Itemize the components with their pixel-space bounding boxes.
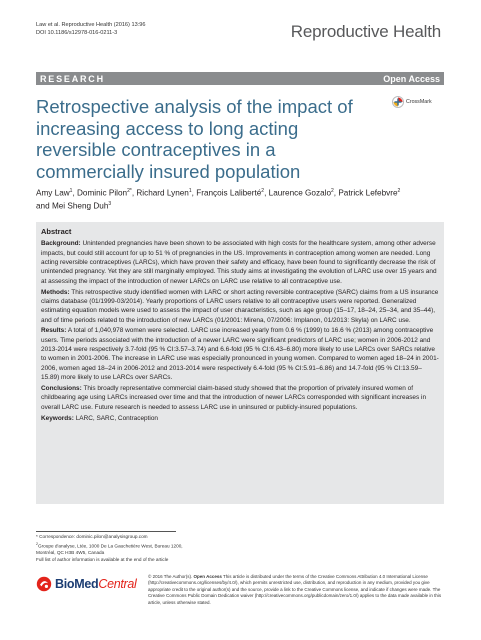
bmc-light: Central: [98, 577, 137, 591]
section-label: Background:: [41, 240, 81, 248]
correspondence-email[interactable]: * Correspondence: dominic.pilon@analysisgroup.com: [36, 534, 148, 539]
author-name: Dominic Pilon: [77, 188, 128, 198]
abstract-conclusions: [41, 384, 439, 412]
section-text: This broadly representative commercial claim-based study showed that the proportion of privately insured women of childbearing age using LARCs increased over time and that the introduction of newer LARCs corresponded with significant increases in overall LARC use. Future research is needed to assess LARC use in uninsured or publicly-insured populations.: [41, 385, 427, 411]
section-text: Unintended pregnancies have been shown to be associated with high costs for the healthcare system, among other adverse impacts, but could still account for up to 51 % of pregnancies in the US. Improvements in contraception among women are needed. Long acting reversible contraceptives (LARCs), which have proven their safety and efficacy, have been found to significantly decrease the risk of unintended pregnancy. Yet they are still marginally employed. This study aims at investigating the evolution of LARC use over 15 years and at assessing the impact of the introduction of newer LARCs on LARC use relative to all contraceptive use.: [41, 240, 437, 285]
section-label: Keywords:: [41, 414, 74, 422]
abstract-results: [41, 326, 439, 382]
author-affiliation: 1: [188, 188, 192, 194]
abstract-keywords: [41, 414, 439, 423]
crossmark-badge[interactable]: [392, 96, 432, 108]
journal-name: Reproductive Health: [290, 22, 441, 41]
bmc-wordmark: [55, 577, 137, 591]
bmc-swirl-icon: [36, 576, 52, 592]
author-affiliation: 2: [397, 188, 401, 194]
license-text: This article is distributed under the terms of the Creative Commons Attribution 4.0 International License (http://creativecommons.org/licenses/by/4.0/), which permits unrestricted use, distribution, and reproduction in any medium, provided you give appropriate credit to the original author(s) and the source, provide a link to the Creative Commons license, and indicate if changes were made. The Creative Commons Public Domain Dedication waiver (http://creativecommons.org/publicdomain/zero/1.0/) applies to the data made available in this article, unless otherwise stated.: [148, 574, 442, 605]
full-author-info-note: Full list of author information is available at the end of the article: [36, 556, 169, 562]
footnote-divider: [36, 531, 176, 532]
footnotes: [36, 534, 256, 564]
affiliation-line: [36, 541, 256, 550]
author-name: François Laliberté: [196, 188, 262, 198]
section-label: Methods:: [41, 288, 70, 296]
open-access-bold: Open Access: [193, 574, 222, 579]
affiliation-city: Montréal, QC H3B 4W5, Canada: [36, 550, 105, 556]
author-affiliation: 1: [69, 188, 73, 194]
article-type-label: RESEARCH: [40, 73, 105, 84]
bmc-bold: BioMed: [55, 577, 99, 591]
author-name: Patrick Lefebvre: [338, 188, 398, 198]
author-name: Mei Sheng Duh: [51, 201, 109, 211]
article-title: Retrospective analysis of the impact of increasing access to long acting reversible contraceptives in a commercially insured population: [36, 96, 353, 182]
crossmark-icon: [392, 96, 404, 108]
section-text: LARC, SARC, Contraception: [73, 414, 159, 422]
author-affiliation: 2: [331, 188, 334, 194]
section-label: Results:: [41, 327, 67, 335]
crossmark-label: CrossMark: [406, 99, 432, 105]
abstract-background: [41, 239, 439, 286]
author-name: Amy Law: [36, 188, 70, 198]
author-list: Amy Law$^1$, Dominic Pilon$^{2*}$, Richard Lynen$^1$, François Laliberté$^2$, Laurence Gozalo$^2$, Patrick Lefebvre$^2$ and Mei Sheng Duh$^3$: [36, 188, 401, 211]
doi-line: DOI 10.1186/s12978-016-0211-3: [36, 29, 118, 36]
affiliation-marker: 2: [36, 541, 38, 546]
section-text: This retrospective study identified women with LARC or short acting reversible contraceptive (SARC) claims from a US insurance claims database (01/1999-03/2014). Yearly proportions of LARC users relative to all contraceptive users were reported. Generalized estimating equation models were used to assess the impact of user characteristics, such as age group (15–17, 18–24, 25–34, and 35–44), and of time periods related to the introduction of new LARCs (01/2001: Mirena, 07/2006: Implanon, 01/2013: Skyla) on LARC use.: [41, 288, 439, 324]
abstract-methods: [41, 288, 439, 325]
biomed-central-logo[interactable]: [36, 576, 137, 592]
section-label: Conclusions:: [41, 385, 82, 392]
open-access-label: Open Access: [383, 73, 440, 84]
section-text: A total of 1,040,978 women were selected. LARC use increased yearly from 0.6 % (1999) to 16.6 % (2013) among contraceptive users. Time periods associated with the introduction of a newer LARC were significant predictors of LARC use; women in 2006-2012 and 2013-2014 were respectively 3.7-fold (95 % CI:3.57–3.74) and 6.6-fold (95 % CI:6.43–6.80) more likely to use LARCs over SARCs relative to women in 2001-2006. The increase in LARC use was especially pronounced in young women. Compared to women aged 18–24 in 2001-2006, women aged 18–24 in 2006-2012 and 2013-2014 were respectively 6.4-fold (95 % CI:5.91–6.86) and 14.7-fold (95 % CI:13.59–15.89) more likely to use LARCs over SARCs.: [41, 327, 439, 382]
citation: [36, 22, 145, 37]
abstract-heading: Abstract: [41, 227, 72, 236]
author-name: Laurence Gozalo: [268, 188, 331, 198]
copyright-prefix: © 2016 The Author(s).: [148, 574, 194, 579]
citation-line: Law et al. Reproductive Health (2016) 13:96: [36, 22, 146, 28]
article-type-banner: [36, 72, 444, 85]
author-affiliation: 2*: [127, 188, 132, 194]
abstract-box: [36, 222, 444, 504]
author-name: Richard Lynen: [136, 188, 189, 198]
license-statement: [148, 574, 450, 606]
author-affiliation: 2: [261, 188, 265, 194]
author-affiliation: 3: [108, 201, 112, 208]
affiliation-text: Groupe d'analyse, Ltée, 1000 De La Gauchetière West, Bureau 1200,: [37, 543, 183, 549]
